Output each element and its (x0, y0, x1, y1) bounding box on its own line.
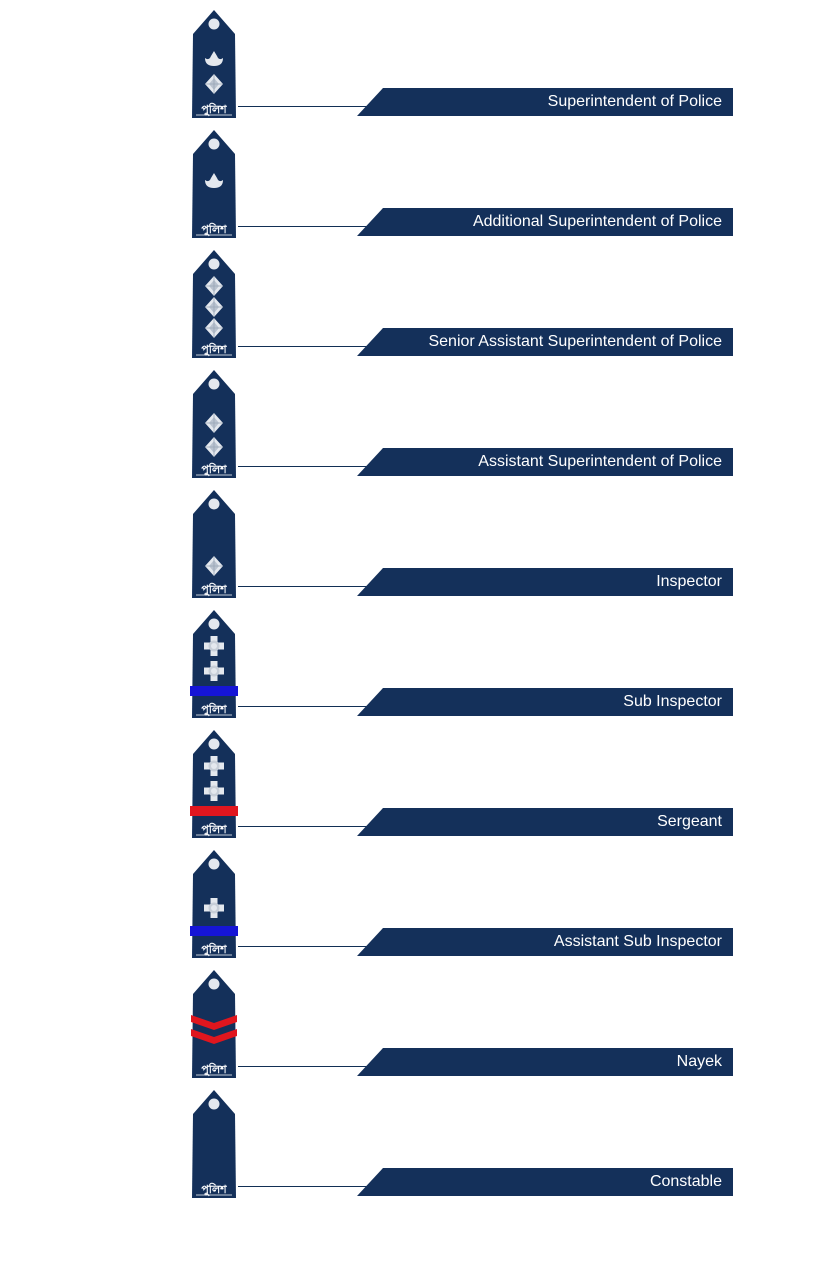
insignia-text: পুলিশ (201, 943, 227, 956)
insignia-text: পুলিশ (201, 1063, 227, 1076)
rank-label: Inspector (656, 573, 722, 590)
rank-row-3 (0, 240, 820, 360)
button-icon (209, 259, 220, 270)
rank-banner (357, 568, 733, 596)
button-icon (209, 619, 220, 630)
epaulette-icon (190, 250, 238, 358)
rank-label: Constable (649, 1173, 722, 1190)
rank-stripe (190, 926, 238, 936)
rank-stripe (190, 686, 238, 696)
row-underline (238, 1186, 368, 1187)
epaulette-icon (190, 610, 238, 718)
epaulette-icon (190, 1090, 238, 1198)
rank-row-5 (0, 480, 820, 600)
rank-label: Sergeant (657, 813, 722, 830)
rank-stripe (190, 806, 238, 816)
insignia-text: পুলিশ (201, 463, 227, 476)
insignia-text: পুলিশ (201, 583, 227, 596)
epaulette-icon (190, 370, 238, 478)
rank-label: Sub Inspector (623, 693, 722, 710)
epaulette-icon (190, 730, 238, 838)
button-icon (209, 379, 220, 390)
rank-banner (357, 928, 733, 956)
row-underline (238, 106, 368, 107)
row-underline (238, 226, 368, 227)
rank-row-10 (0, 1080, 820, 1200)
rank-label: Nayek (676, 1053, 722, 1070)
epaulette-icon (190, 130, 238, 238)
rank-banner (357, 1168, 733, 1196)
rank-row-7 (0, 720, 820, 840)
rank-label: Superintendent of Police (547, 93, 722, 110)
insignia-text: পুলিশ (201, 223, 227, 236)
button-icon (209, 739, 220, 750)
button-icon (209, 139, 220, 150)
rank-banner (357, 208, 733, 236)
epaulette-icon (190, 490, 238, 598)
row-underline (238, 1066, 368, 1067)
insignia-text: পুলিশ (201, 103, 227, 116)
row-underline (238, 586, 368, 587)
button-icon (209, 499, 220, 510)
row-underline (238, 826, 368, 827)
rank-banner (357, 328, 733, 356)
rank-banner (357, 88, 733, 116)
epaulette-icon (190, 970, 238, 1078)
button-icon (209, 1099, 220, 1110)
rank-banner (357, 448, 733, 476)
insignia-text: পুলিশ (201, 703, 227, 716)
rank-row-8 (0, 840, 820, 960)
row-underline (238, 346, 368, 347)
rank-row-4 (0, 360, 820, 480)
button-icon (209, 19, 220, 30)
button-icon (209, 979, 220, 990)
row-underline (238, 466, 368, 467)
epaulette-icon (190, 10, 238, 118)
rank-label: Assistant Superintendent of Police (478, 453, 722, 470)
rank-label: Assistant Sub Inspector (553, 933, 722, 950)
rank-banner (357, 1048, 733, 1076)
insignia-text: পুলিশ (201, 823, 227, 836)
rank-banner (357, 808, 733, 836)
rank-banner (357, 688, 733, 716)
row-underline (238, 706, 368, 707)
row-underline (238, 946, 368, 947)
rank-row-6 (0, 600, 820, 720)
rank-label: Senior Assistant Superintendent of Police (428, 333, 722, 350)
rank-row-9 (0, 960, 820, 1080)
rank-row-1 (0, 0, 820, 120)
insignia-text: পুলিশ (201, 1183, 227, 1196)
epaulette-icon (190, 850, 238, 958)
rank-label: Additional Superintendent of Police (472, 213, 722, 230)
rank-row-2 (0, 120, 820, 240)
insignia-text: পুলিশ (201, 343, 227, 356)
button-icon (209, 859, 220, 870)
